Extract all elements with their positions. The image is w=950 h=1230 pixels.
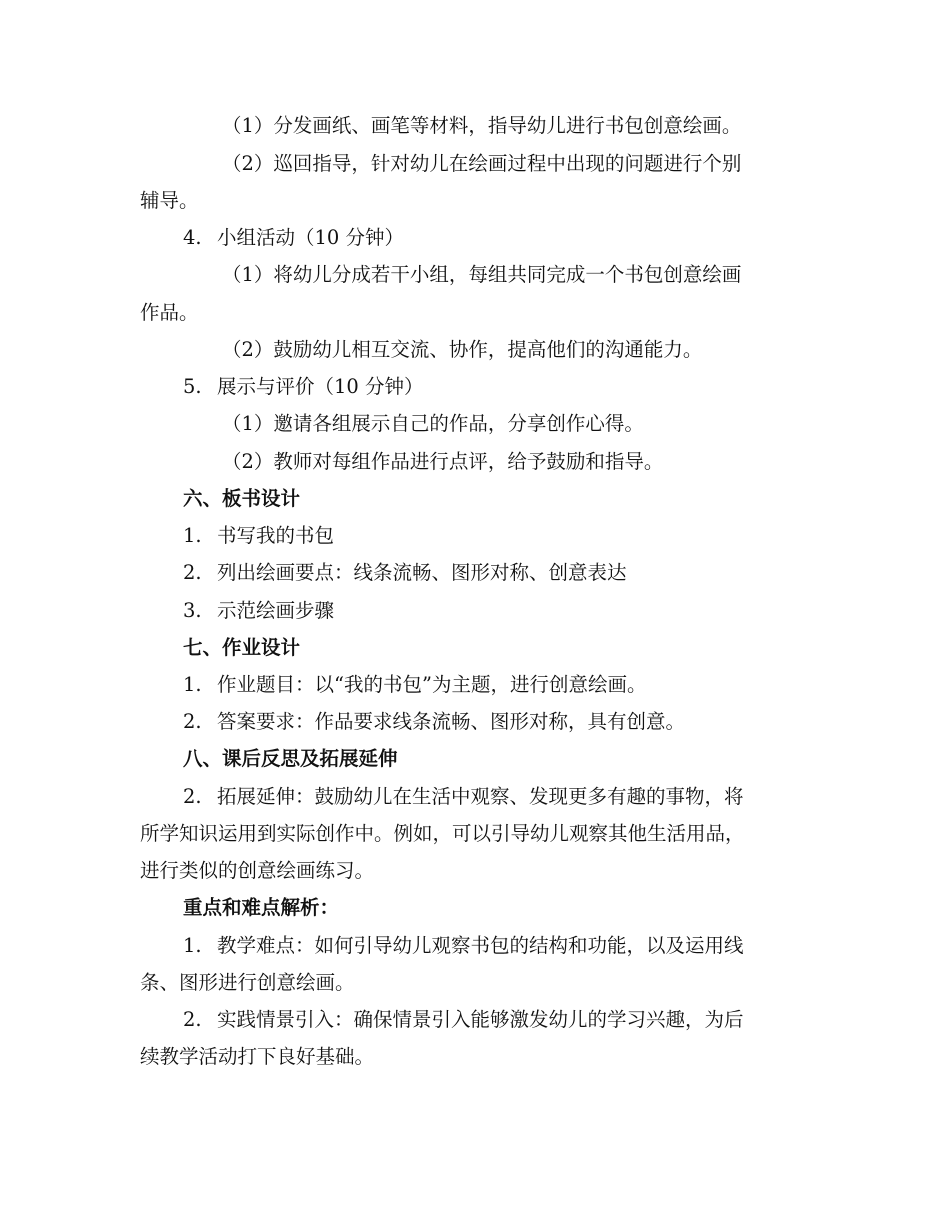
list-number: 1. (183, 934, 202, 957)
section-7-heading: 七、作业设计 (183, 636, 301, 659)
paragraph-line: 条、图形进行创意绘画。 (140, 971, 355, 994)
list-text: 书写我的书包 (217, 524, 335, 547)
list-text: 教学难点：如何引导幼儿观察书包的结构和功能，以及运用线 (217, 934, 744, 957)
step-5-heading (0, 368, 950, 406)
step-4-item-1: （1）将幼儿分成若干小组，每组共同完成一个书包创意绘画 (222, 263, 742, 286)
step-5-item-1: （1）邀请各组展示自己的作品，分享创作心得。 (222, 412, 644, 435)
paragraph-line: 进行类似的创意绘画练习。 (140, 859, 375, 882)
section-8-heading: 八、课后反思及拓展延伸 (183, 747, 398, 770)
step-4-heading (0, 219, 950, 257)
list-number: 1. (183, 524, 202, 547)
list-number: 5. (183, 375, 202, 398)
list-text: 示范绘画步骤 (217, 599, 335, 622)
list-text: 答案要求：作品要求线条流畅、图形对称，具有创意。 (217, 710, 686, 733)
list-number: 3. (183, 599, 202, 622)
step-3-item-2-cont: 辅导。 (140, 189, 199, 212)
list-text: 展示与评价（10 分钟） (217, 375, 424, 398)
list-text: 拓展延伸：鼓励幼儿在生活中观察、发现更多有趣的事物，将 (217, 785, 744, 808)
step-4-item-1-cont: 作品。 (140, 301, 199, 324)
list-item (0, 666, 950, 704)
step-3-item-1: （1）分发画纸、画笔等材料，指导幼儿进行书包创意绘画。 (222, 114, 742, 137)
step-3-item-2: （2）巡回指导，针对幼儿在绘画过程中出现的问题进行个别 (222, 152, 742, 175)
list-number: 4. (183, 226, 202, 249)
list-item (0, 554, 950, 592)
list-text: 列出绘画要点：线条流畅、图形对称、创意表达 (217, 561, 627, 584)
list-item (0, 592, 950, 630)
list-item (0, 1001, 950, 1039)
section-6-heading: 六、板书设计 (183, 487, 301, 510)
step-5-item-2: （2）教师对每组作品进行点评，给予鼓励和指导。 (222, 450, 664, 473)
list-number: 2. (183, 1008, 202, 1031)
list-number: 2. (183, 710, 202, 733)
list-text: 作业题目：以“我的书包”为主题，进行创意绘画。 (217, 673, 647, 696)
list-number: 2. (183, 561, 202, 584)
key-points-heading: 重点和难点解析： (183, 896, 340, 919)
list-text: 小组活动（10 分钟） (217, 226, 405, 249)
list-item (0, 703, 950, 741)
list-item (0, 778, 950, 816)
list-item (0, 927, 950, 965)
list-text: 实践情景引入：确保情景引入能够激发幼儿的学习兴趣，为后 (217, 1008, 744, 1031)
paragraph-line: 所学知识运用到实际创作中。例如，可以引导幼儿观察其他生活用品， (140, 822, 745, 845)
list-number: 2. (183, 785, 202, 808)
list-number: 1. (183, 673, 202, 696)
step-4-item-2: （2）鼓励幼儿相互交流、协作，提高他们的沟通能力。 (222, 338, 703, 361)
list-item (0, 517, 950, 555)
paragraph-line: 续教学活动打下良好基础。 (140, 1045, 375, 1068)
